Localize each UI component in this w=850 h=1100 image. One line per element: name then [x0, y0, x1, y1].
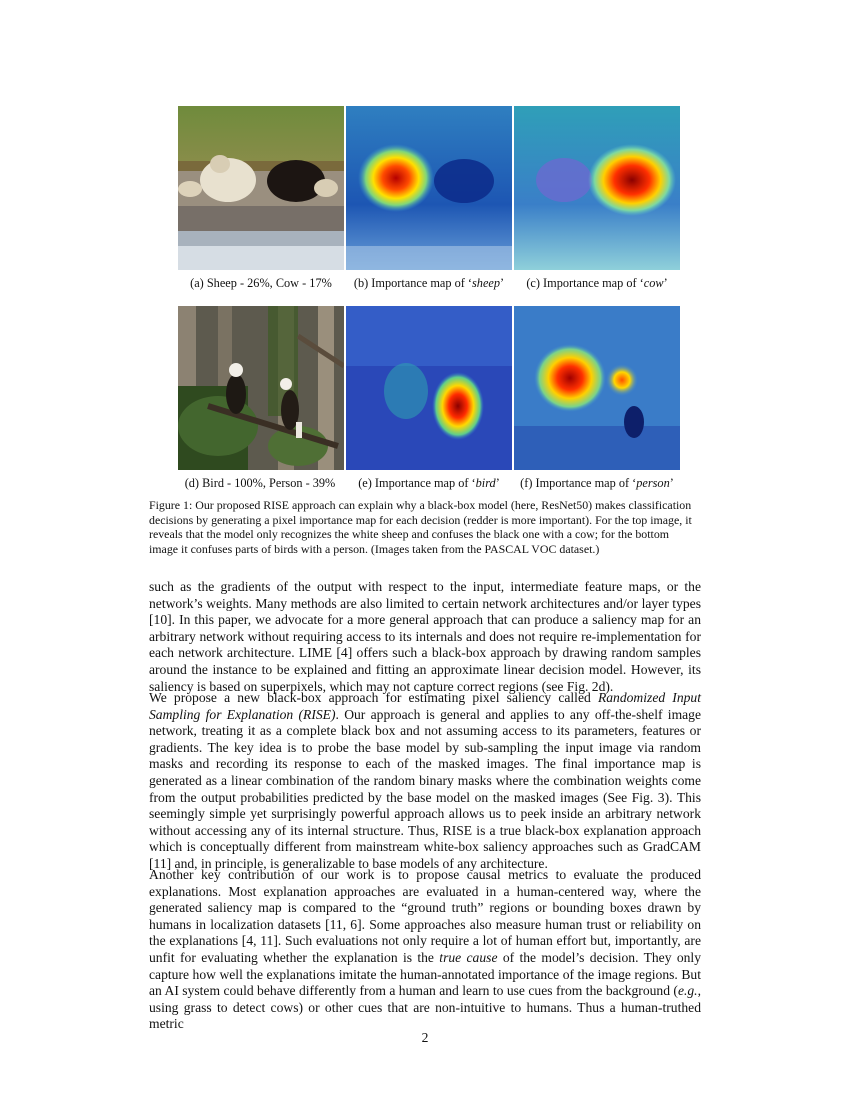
- caption-e: (e) Importance map of ‘bird’: [358, 476, 500, 490]
- caption-f: (f) Importance map of ‘person’: [520, 476, 674, 490]
- caption-c: (c) Importance map of ‘cow’: [526, 276, 668, 290]
- figure-caption: [149, 498, 701, 556]
- paragraph-3: Another key contribution of our work is to propose causal metrics to evaluate the produced explanations. Most explanation approaches are evaluated in a human-centered way, where the generated saliency map is compared to the “ground truth” regions or bounding boxes drawn by humans in localization datasets [11, 6]. Some approaches also measure human trust or reliability on the explanations [4, 11]. Such evaluations not only require a lot of human effort but, importantly, are unfit for evaluating whether the explanation is the true cause of the model’s decision. They only capture how well the explanations imitate the human-annotated importance of the image regions. But an AI system could behave differently from a human and learn to use cues from the background (e.g., using grass to detect cows) or other cues that are non-intuitive to humans. Thus a human-truthed metric: [149, 867, 702, 1032]
- person-importance-map: [514, 306, 680, 470]
- figure-label: Figure 1:: [149, 498, 193, 512]
- sheep-importance-map: [346, 106, 512, 270]
- cow-importance-map: [514, 106, 680, 270]
- caption-b: (b) Importance map of ‘sheep’: [353, 276, 505, 290]
- paragraph-2: We propose a new black-box approach for estimating pixel saliency called Randomized Input Sampling for Explanation (RISE). Our approach is general and applies to any off-the-shelf image network, treating it as a complete black box and not assuming access to its parameters, features or gradients. The key idea is to probe the base model by sub-sampling the input image via random masks and recording its response to each of the masked images. The final importance map is generated as a linear combination of the random binary masks where the combination weights come from the output probabilities predicted by the base model on the masked images (See Fig. 3). This seemingly simple yet surprisingly powerful approach allows us to peek inside an arbitrary network without accessing any of its internal structure. Thus, RISE is a true black-box explanation approach which is conceptually different from mainstream white-box saliency approaches such as GradCAM [11] and, in principle, is generalizable to base models of any architecture.: [149, 690, 702, 871]
- page-number: 2: [421, 1030, 429, 1045]
- figure-caption-text: Our proposed RISE approach can explain why a black-box model (here, ResNet50) makes classification decisions by generating a pixel importance map for each decision (redder is more important). For the top image, it reveals that the model only recognizes the white sheep and confuses the black one with a cow; for the bottom image it confuses parts of birds with a person. (Images taken from the PASCAL VOC dataset.): [149, 498, 692, 556]
- paragraph-1: such as the gradients of the output with respect to the input, intermediate feature maps, or the network’s weights. Many methods are also limited to certain network architectures and/or layer types [10]. In this paper, we advocate for a more general approach that can produce a saliency map for an arbitrary network without requiring access to its internals and does not require re-implementation for each network architecture. LIME [4] offers such a black-box approach by drawing random samples around the instance to be explained and fitting an approximate linear decision model. However, its saliency is based on superpixels, which may not capture correct regions (see Fig. 2d).: [149, 579, 701, 694]
- caption-a: (a) Sheep - 26%, Cow - 17%: [190, 276, 332, 290]
- bird-importance-map: [346, 306, 512, 470]
- sheep-photo: [178, 106, 344, 270]
- caption-d: (d) Bird - 100%, Person - 39%: [184, 476, 336, 490]
- bird-photo: [178, 306, 344, 470]
